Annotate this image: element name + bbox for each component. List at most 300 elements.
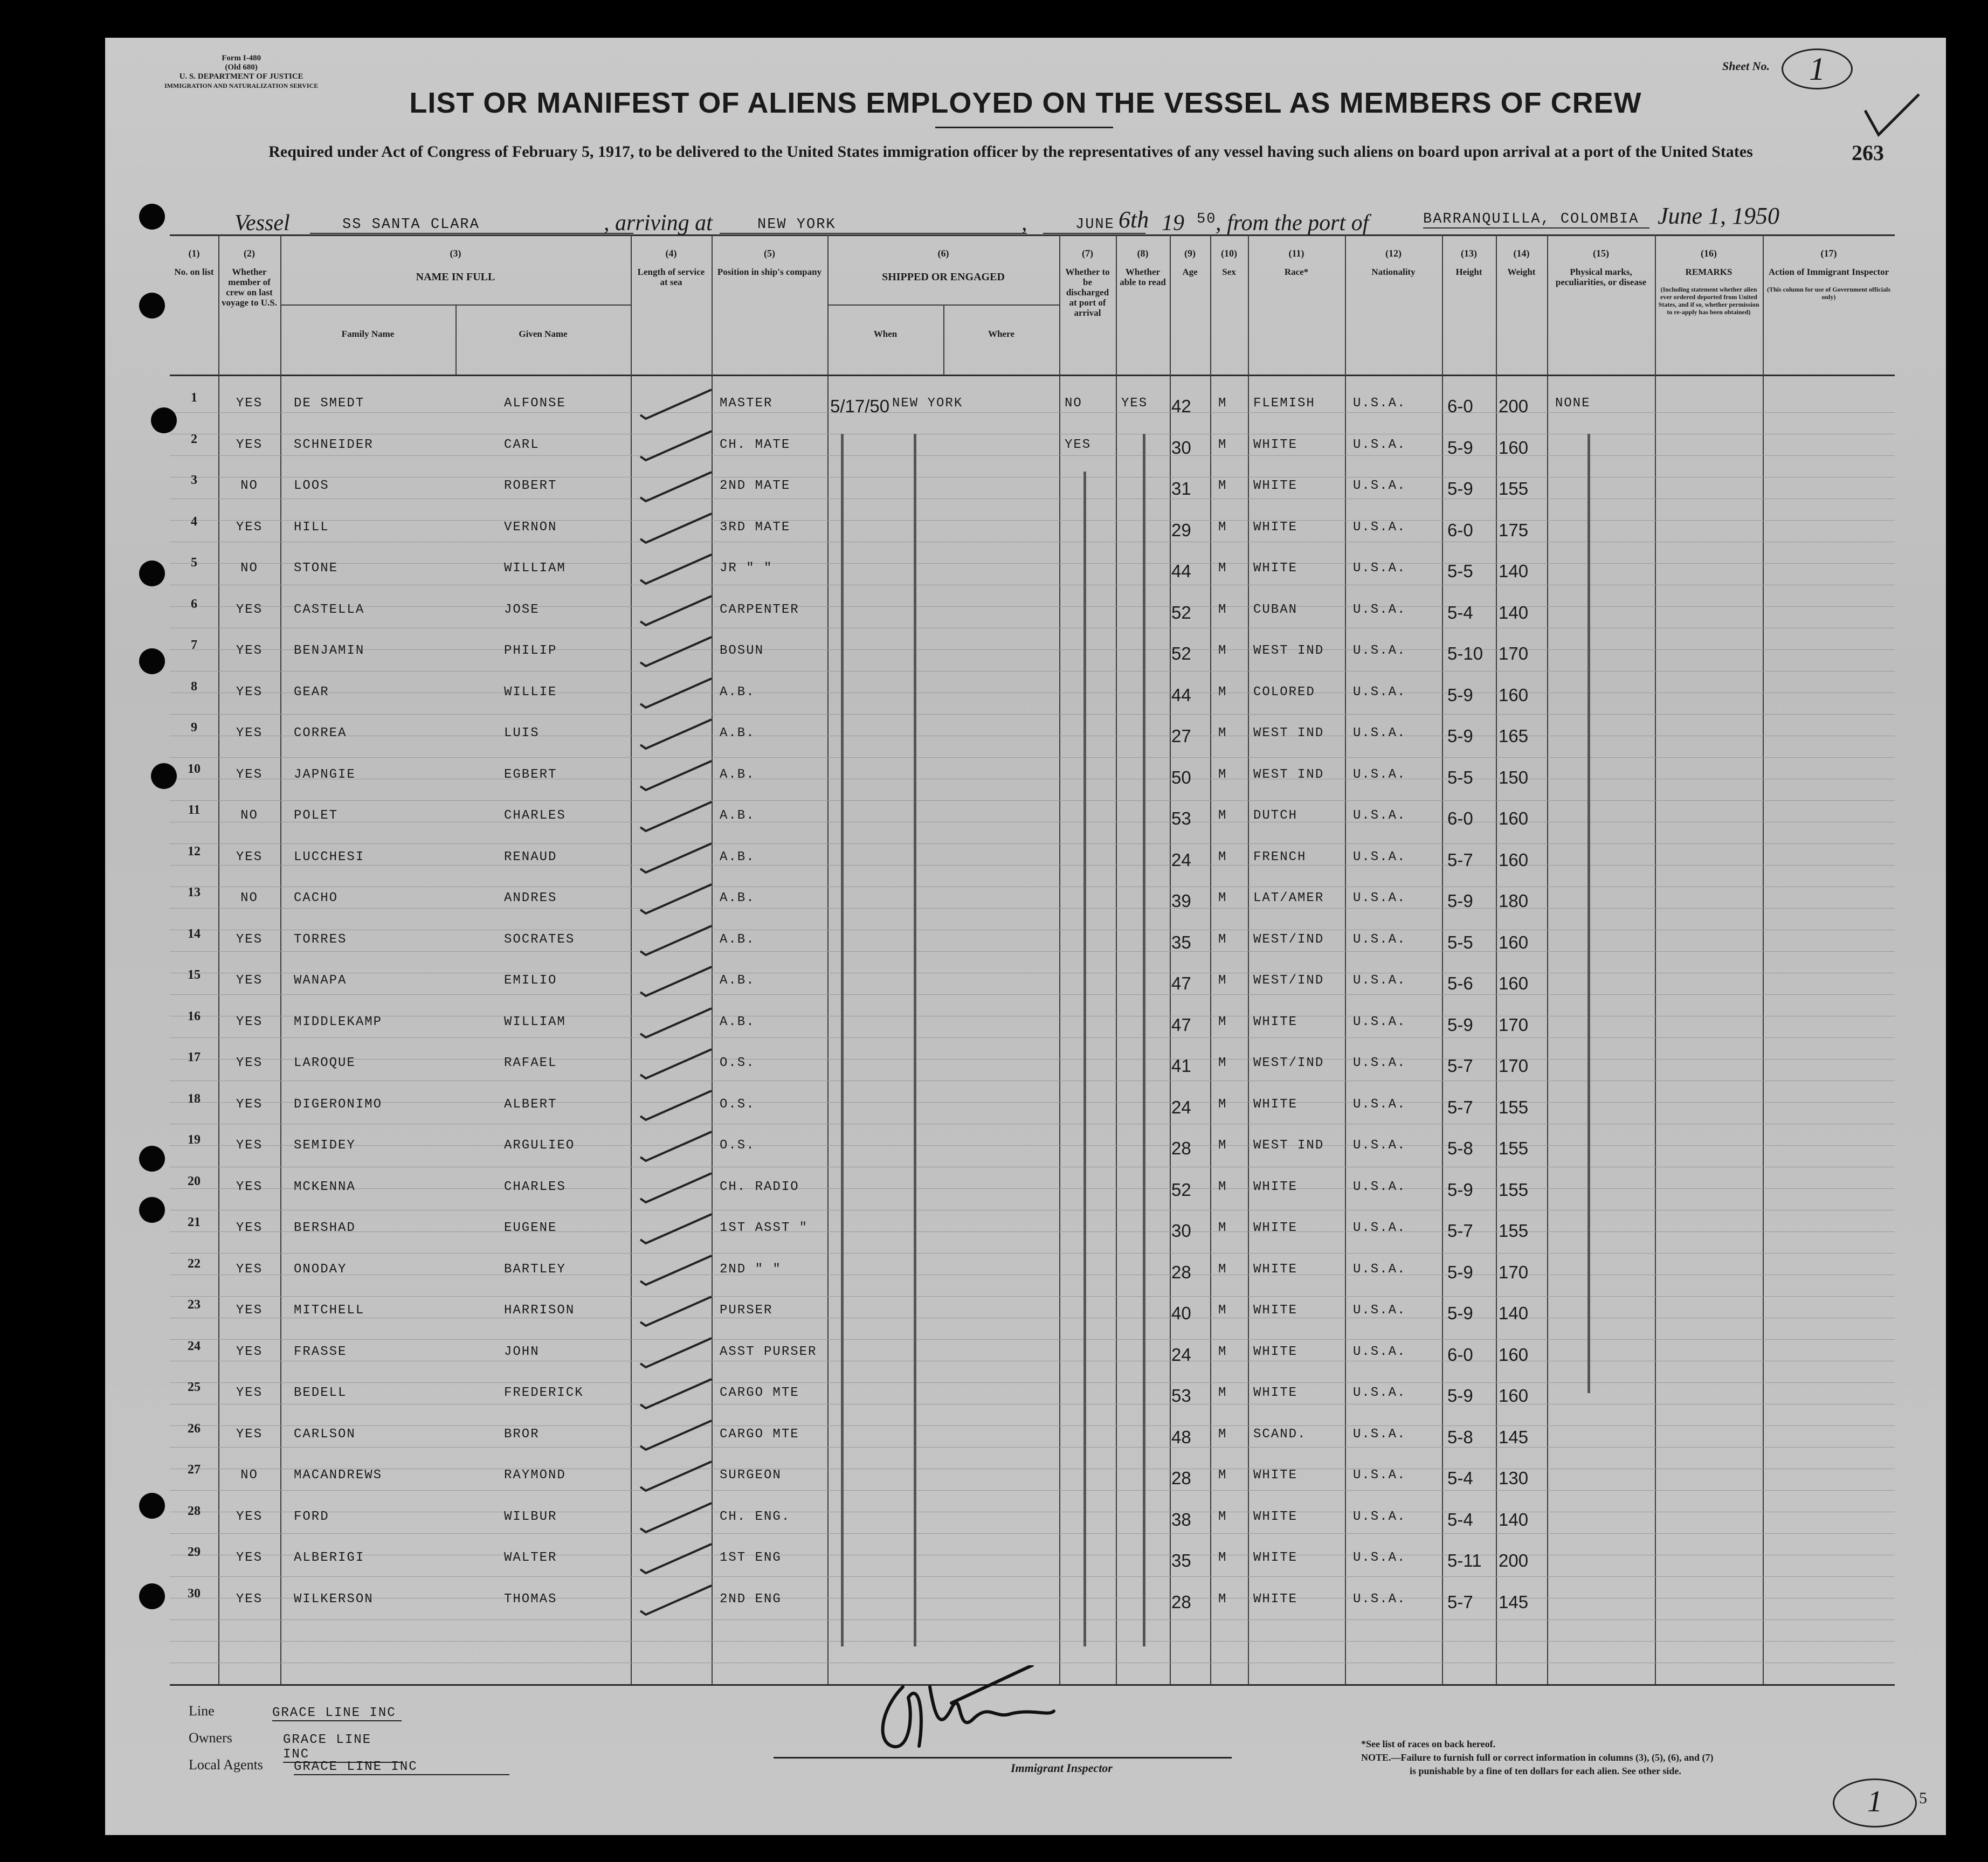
cell-nationality: U.S.A.: [1353, 1014, 1406, 1029]
line-value: GRACE LINE INC: [272, 1706, 402, 1721]
inspector-signature: [871, 1665, 1075, 1757]
subcolumn-header: Where: [988, 329, 1014, 339]
corner-mark: 1: [1833, 1778, 1917, 1828]
cell-age: 31: [1171, 479, 1191, 499]
service-check-mark: [636, 1581, 717, 1619]
cell-sex: M: [1218, 1262, 1227, 1277]
ruled-line: [170, 671, 1895, 672]
year-value: 50: [1197, 211, 1217, 227]
cell-sex: M: [1218, 520, 1227, 535]
table-row: [170, 391, 1895, 423]
cell-age: 35: [1171, 932, 1191, 952]
cell-nationality: U.S.A.: [1353, 1550, 1406, 1565]
column-header: REMARKS: [1685, 267, 1732, 277]
cell-prev: YES: [236, 973, 263, 988]
service-check-mark: [636, 468, 717, 506]
table-row: [170, 1174, 1895, 1207]
stamp-number: 263: [1852, 141, 1884, 165]
cell-race: WHITE: [1253, 1550, 1298, 1565]
cell-given: JOSE: [504, 602, 540, 617]
cell-height: 5-4: [1447, 602, 1473, 622]
cell-weight: 170: [1499, 1056, 1529, 1076]
cell-weight: 160: [1499, 1344, 1529, 1365]
cell-given: THOMAS: [504, 1591, 557, 1607]
cell-given: ANDRES: [504, 891, 557, 905]
column-header: Action of Immigrant Inspector: [1768, 267, 1889, 277]
cell-no: 8: [191, 679, 197, 694]
port-value: BARRANQUILLA, COLOMBIA: [1423, 211, 1649, 229]
table-row: [170, 473, 1895, 506]
owners-value: GRACE LINE INC: [283, 1733, 402, 1763]
table-row: [170, 1422, 1895, 1454]
cell-no: 6: [191, 597, 197, 611]
service-check-mark: [636, 509, 717, 547]
cell-given: ROBERT: [504, 479, 557, 493]
cell-sex: M: [1218, 891, 1227, 905]
cell-age: 53: [1171, 808, 1191, 828]
cell-age: 42: [1171, 396, 1191, 416]
cell-family: MITCHELL: [294, 1303, 365, 1318]
cell-sex: M: [1218, 767, 1227, 782]
cell-position: O.S.: [720, 1056, 755, 1070]
cell-race: WHITE: [1253, 1179, 1298, 1194]
cell-weight: 170: [1499, 1262, 1529, 1282]
table-row: [170, 515, 1895, 547]
cell-nationality: U.S.A.: [1353, 726, 1406, 740]
service-check-mark: [636, 715, 717, 753]
cell-given: WALTER: [504, 1550, 557, 1565]
service-check-mark: [636, 839, 717, 877]
ditto-line: [1143, 434, 1145, 1646]
service-check-mark: [636, 922, 717, 959]
table-top-rule: [170, 234, 1895, 236]
cell-position: A.B.: [720, 891, 755, 905]
comma: ,: [1021, 211, 1027, 236]
column-header: Length of service at sea: [637, 267, 705, 287]
cell-height: 5-11: [1447, 1550, 1482, 1570]
cell-family: ONODAY: [294, 1262, 347, 1277]
cell-no: 23: [188, 1298, 201, 1312]
cell-position: A.B.: [720, 849, 755, 864]
cell-family: SEMIDEY: [294, 1138, 356, 1153]
column-header: Whether to be discharged at port of arrival: [1065, 267, 1110, 318]
cell-nationality: U.S.A.: [1353, 1591, 1406, 1607]
cell-no: 3: [191, 473, 197, 487]
cell-sex: M: [1218, 1509, 1227, 1524]
table-row: [170, 1504, 1895, 1536]
cell-race: WHITE: [1253, 479, 1298, 493]
cell-sex: M: [1218, 1221, 1227, 1235]
column-number: (8): [1137, 248, 1149, 259]
document-subtitle: Required under Act of Congress of February 5, 1917, to be delivered to the United States immigration officer by the representatives of any vessel having such aliens on board upon arrival at a port of the United States: [268, 143, 1753, 161]
table-row: [170, 597, 1895, 629]
cell-sex: M: [1218, 1550, 1227, 1565]
cell-weight: 170: [1499, 1014, 1529, 1035]
cell-position: O.S.: [720, 1138, 755, 1153]
cell-weight: 160: [1499, 932, 1529, 952]
vessel-value: SS SANTA CLARA: [310, 217, 633, 234]
cell-family: DE SMEDT: [294, 396, 365, 411]
cell-no: 30: [188, 1586, 201, 1601]
cell-race: WEST/IND: [1253, 1056, 1324, 1070]
ruled-line: [170, 1641, 1895, 1642]
service-check-mark: [636, 633, 717, 670]
cell-weight: 160: [1499, 1386, 1529, 1406]
cell-family: STONE: [294, 561, 339, 576]
table-row: [170, 1257, 1895, 1289]
cell-weight: 155: [1499, 1138, 1529, 1158]
title-divider: [935, 127, 1113, 128]
cell-sex: M: [1218, 1097, 1227, 1112]
ditto-line: [841, 434, 844, 1646]
cell-marks: NONE: [1555, 396, 1591, 411]
cell-prev: YES: [236, 396, 263, 411]
cell-position: CH. ENG.: [720, 1509, 791, 1524]
column-header: Whether member of crew on last voyage to U.S.: [222, 267, 277, 308]
cell-weight: 200: [1499, 396, 1529, 416]
cell-weight: 145: [1499, 1591, 1529, 1612]
cell-sex: M: [1218, 1468, 1227, 1483]
binder-hole: [151, 407, 177, 433]
cell-position: 2ND ENG: [720, 1591, 782, 1607]
cell-race: FRENCH: [1253, 849, 1307, 864]
cell-prev: YES: [236, 1014, 263, 1029]
cell-family: JAPNGIE: [294, 767, 356, 782]
cell-sex: M: [1218, 1014, 1227, 1029]
cell-nationality: U.S.A.: [1353, 891, 1406, 905]
column-number: (14): [1513, 248, 1530, 259]
cell-height: 5-9: [1447, 1014, 1473, 1035]
column-number: (5): [764, 248, 775, 259]
old-form-number: (Old 680): [225, 63, 258, 72]
ruled-line: [170, 1296, 1895, 1297]
cell-sex: M: [1218, 973, 1227, 988]
cell-race: WHITE: [1253, 561, 1298, 576]
cell-weight: 140: [1499, 602, 1529, 622]
cell-nationality: U.S.A.: [1353, 602, 1406, 617]
service-check-mark: [636, 1045, 717, 1083]
cell-sex: M: [1218, 808, 1227, 823]
cell-age: 47: [1171, 1014, 1191, 1035]
cell-sex: M: [1218, 726, 1227, 740]
cell-no: 29: [188, 1545, 201, 1559]
line-label: Line: [189, 1703, 215, 1719]
cell-sex: M: [1218, 1179, 1227, 1194]
cell-age: 30: [1171, 1221, 1191, 1241]
cell-family: DIGERONIMO: [294, 1097, 383, 1112]
binder-hole: [139, 1583, 165, 1609]
owners-label: Owners: [189, 1730, 232, 1746]
service-check-mark: [636, 1210, 717, 1248]
cell-sex: M: [1218, 1056, 1227, 1070]
table-row: [170, 432, 1895, 465]
cell-position: A.B.: [720, 726, 755, 740]
cell-position: CH. RADIO: [720, 1179, 799, 1194]
cell-no: 12: [188, 844, 201, 859]
service-check-mark: [636, 592, 717, 629]
cell-race: WHITE: [1253, 520, 1298, 535]
service-check-mark: [636, 1127, 717, 1165]
cell-prev: YES: [236, 1591, 263, 1607]
table-row: [170, 1133, 1895, 1165]
cell-prev: YES: [236, 1179, 263, 1194]
cell-no: 13: [188, 885, 201, 899]
cell-prev: YES: [236, 1550, 263, 1565]
cell-race: CUBAN: [1253, 602, 1298, 617]
cell-race: WEST IND: [1253, 767, 1324, 782]
cell-no: 4: [191, 514, 197, 529]
binder-hole: [139, 648, 165, 674]
table-row: [170, 762, 1895, 794]
cell-prev: NO: [240, 479, 258, 493]
cell-weight: 140: [1499, 1509, 1529, 1529]
cell-race: LAT/AMER: [1253, 891, 1324, 905]
cell-no: 26: [188, 1421, 201, 1436]
subheader-rule: [280, 304, 631, 306]
table-row: [170, 1587, 1895, 1619]
cell-prev: NO: [240, 1468, 258, 1483]
crew-table: [170, 234, 1895, 1684]
cell-no: 11: [188, 803, 201, 817]
service-check-mark: [636, 1251, 717, 1289]
cell-family: BEDELL: [294, 1386, 347, 1400]
column-number: (4): [665, 248, 677, 259]
cell-given: BROR: [504, 1427, 540, 1442]
cell-sex: M: [1218, 684, 1227, 700]
arriving-label: , arriving at: [604, 211, 713, 236]
cell-prev: YES: [236, 437, 263, 452]
cell-weight: 145: [1499, 1427, 1529, 1447]
cell-no: 28: [188, 1504, 201, 1518]
cell-family: CORREA: [294, 726, 347, 740]
cell-height: 5-4: [1447, 1509, 1473, 1529]
cell-race: WHITE: [1253, 1303, 1298, 1318]
cell-weight: 160: [1499, 437, 1529, 458]
cell-race: COLORED: [1253, 684, 1315, 700]
cell-family: WANAPA: [294, 973, 347, 988]
cell-family: ALBERIGI: [294, 1550, 365, 1565]
cell-age: 24: [1171, 849, 1191, 870]
cell-no: 17: [188, 1050, 201, 1064]
cell-read: YES: [1121, 396, 1148, 411]
cell-nationality: U.S.A.: [1353, 396, 1406, 411]
cell-no: 24: [188, 1339, 201, 1353]
cell-age: 52: [1171, 643, 1191, 663]
cell-given: WILLIAM: [504, 561, 566, 576]
agents-value: GRACE LINE INC: [294, 1760, 509, 1775]
service-check-mark: [636, 757, 717, 794]
binder-hole: [139, 293, 165, 319]
cell-no: 20: [188, 1174, 201, 1188]
cell-weight: 160: [1499, 973, 1529, 993]
cell-nationality: U.S.A.: [1353, 1221, 1406, 1235]
sheet-number-value: 1: [1782, 49, 1853, 89]
cell-weight: 160: [1499, 808, 1529, 828]
cell-race: WEST IND: [1253, 726, 1324, 740]
cell-nationality: U.S.A.: [1353, 808, 1406, 823]
cell-given: RENAUD: [504, 849, 557, 864]
cell-race: WHITE: [1253, 1014, 1298, 1029]
cell-position: A.B.: [720, 932, 755, 947]
cell-sex: M: [1218, 479, 1227, 493]
cell-height: 5-9: [1447, 1179, 1473, 1200]
cell-position: JR " ": [720, 561, 773, 576]
service-check-mark: [636, 963, 717, 1000]
cell-height: 5-8: [1447, 1138, 1473, 1158]
column-number: (11): [1288, 248, 1304, 259]
ditto-line: [1587, 434, 1590, 1393]
cell-age: 39: [1171, 891, 1191, 911]
column-header: Age: [1182, 267, 1198, 277]
column-header: Nationality: [1371, 267, 1416, 277]
cell-discharged: NO: [1065, 396, 1082, 411]
column-header: No. on list: [174, 267, 214, 277]
table-row: [170, 1463, 1895, 1495]
table-row: [170, 721, 1895, 753]
cell-height: 6-0: [1447, 520, 1473, 540]
cell-position: SURGEON: [720, 1468, 782, 1483]
cell-weight: 160: [1499, 684, 1529, 705]
date-day-handwritten: 6th: [1119, 206, 1149, 233]
cell-height: 5-5: [1447, 767, 1473, 787]
cell-height: 5-7: [1447, 1591, 1473, 1612]
cell-position: 2ND " ": [720, 1262, 782, 1277]
cell-given: EGBERT: [504, 767, 557, 782]
cell-prev: YES: [236, 932, 263, 947]
cell-family: LAROQUE: [294, 1056, 356, 1070]
cell-height: 5-9: [1447, 1303, 1473, 1323]
table-row: [170, 1050, 1895, 1083]
cell-position: 1ST ENG: [720, 1550, 782, 1565]
cell-given: RAYMOND: [504, 1468, 566, 1483]
service-check-mark: [636, 385, 717, 423]
cell-height: 5-9: [1447, 1386, 1473, 1406]
service-check-mark: [636, 550, 717, 588]
cell-given: HARRISON: [504, 1303, 575, 1318]
cell-sex: M: [1218, 1344, 1227, 1359]
cell-nationality: U.S.A.: [1353, 1262, 1406, 1277]
cell-sex: M: [1218, 1427, 1227, 1442]
cell-family: MACANDREWS: [294, 1468, 383, 1483]
cell-position: 3RD MATE: [720, 520, 791, 535]
manifest-sheet: [105, 38, 1946, 1835]
cell-prev: YES: [236, 1056, 263, 1070]
cell-height: 6-0: [1447, 396, 1473, 416]
service-check-mark: [636, 798, 717, 835]
cell-prev: YES: [236, 1303, 263, 1318]
cell-prev: YES: [236, 1138, 263, 1153]
form-header: [164, 54, 318, 91]
cell-height: 5-9: [1447, 1262, 1473, 1282]
cell-nationality: U.S.A.: [1353, 1097, 1406, 1112]
subcolumn-header: Family Name: [341, 329, 395, 339]
cell-family: CACHO: [294, 891, 339, 905]
cell-nationality: U.S.A.: [1353, 643, 1406, 658]
port-date-handwritten: June 1, 1950: [1658, 203, 1780, 229]
cell-given: FREDERICK: [504, 1386, 584, 1400]
service-name: IMMIGRATION AND NATURALIZATION SERVICE: [164, 82, 319, 89]
cell-weight: 130: [1499, 1468, 1529, 1488]
cell-position: A.B.: [720, 1014, 755, 1029]
cell-height: 6-0: [1447, 808, 1473, 828]
ruled-line: [170, 1253, 1895, 1254]
date-month: JUNE: [1043, 217, 1145, 234]
column-header: Weight: [1507, 267, 1536, 277]
cell-no: 15: [188, 968, 201, 982]
cell-family: MCKENNA: [294, 1179, 356, 1194]
cell-nationality: U.S.A.: [1353, 1138, 1406, 1153]
cell-race: WEST/IND: [1253, 973, 1324, 988]
column-header: SHIPPED OR ENGAGED: [882, 271, 1005, 283]
cell-nationality: U.S.A.: [1353, 684, 1406, 700]
cell-height: 5-9: [1447, 437, 1473, 458]
cell-position: BOSUN: [720, 643, 764, 658]
cell-given: ALBERT: [504, 1097, 557, 1112]
cell-prev: YES: [236, 767, 263, 782]
cell-race: SCAND.: [1253, 1427, 1307, 1442]
binder-hole: [139, 204, 165, 230]
cell-no: 27: [188, 1463, 201, 1477]
cell-family: HILL: [294, 520, 329, 535]
cell-age: 28: [1171, 1591, 1191, 1612]
column-number: (13): [1461, 248, 1477, 259]
cell-age: 52: [1171, 602, 1191, 622]
cell-height: 5-10: [1447, 643, 1483, 663]
cell-prev: YES: [236, 1386, 263, 1400]
cell-sex: M: [1218, 437, 1227, 452]
cell-prev: YES: [236, 1097, 263, 1112]
cell-height: 5-7: [1447, 1221, 1473, 1241]
cell-weight: 180: [1499, 891, 1529, 911]
cell-prev: NO: [240, 808, 258, 823]
column-number: (2): [244, 248, 255, 259]
cell-height: 5-7: [1447, 1056, 1473, 1076]
column-number: (6): [937, 248, 949, 259]
cell-given: VERNON: [504, 520, 557, 535]
cell-sex: M: [1218, 1138, 1227, 1153]
service-check-mark: [636, 1004, 717, 1042]
cell-nationality: U.S.A.: [1353, 1509, 1406, 1524]
column-number: (7): [1082, 248, 1093, 259]
cell-age: 44: [1171, 561, 1191, 581]
cell-race: WHITE: [1253, 1262, 1298, 1277]
cell-position: 1ST ASST ": [720, 1221, 809, 1235]
cell-sex: M: [1218, 849, 1227, 864]
sheet-number-label: Sheet No.: [1722, 59, 1770, 73]
subcolumn-header: When: [873, 329, 898, 339]
table-row: [170, 680, 1895, 712]
cell-nationality: U.S.A.: [1353, 1179, 1406, 1194]
column-number: (16): [1701, 248, 1717, 259]
corner-suffix: 5: [1919, 1789, 1927, 1807]
cell-nationality: U.S.A.: [1353, 520, 1406, 535]
subheader-rule: [827, 304, 1059, 306]
service-check-mark: [636, 1499, 717, 1536]
table-row: [170, 1380, 1895, 1413]
table-row: [170, 1339, 1895, 1372]
cell-nationality: U.S.A.: [1353, 1056, 1406, 1070]
cell-nationality: U.S.A.: [1353, 767, 1406, 782]
penalty-note-cont: is punishable by a fine of ten dollars for each alien. See other side.: [1410, 1766, 1681, 1776]
cell-nationality: U.S.A.: [1353, 849, 1406, 864]
cell-position: CARGO MTE: [720, 1386, 799, 1400]
cell-age: 28: [1171, 1468, 1191, 1488]
cell-prev: YES: [236, 1262, 263, 1277]
column-header: Sex: [1222, 267, 1236, 277]
column-number: (10): [1221, 248, 1237, 259]
cell-age: 38: [1171, 1509, 1191, 1529]
table-row: [170, 1298, 1895, 1330]
